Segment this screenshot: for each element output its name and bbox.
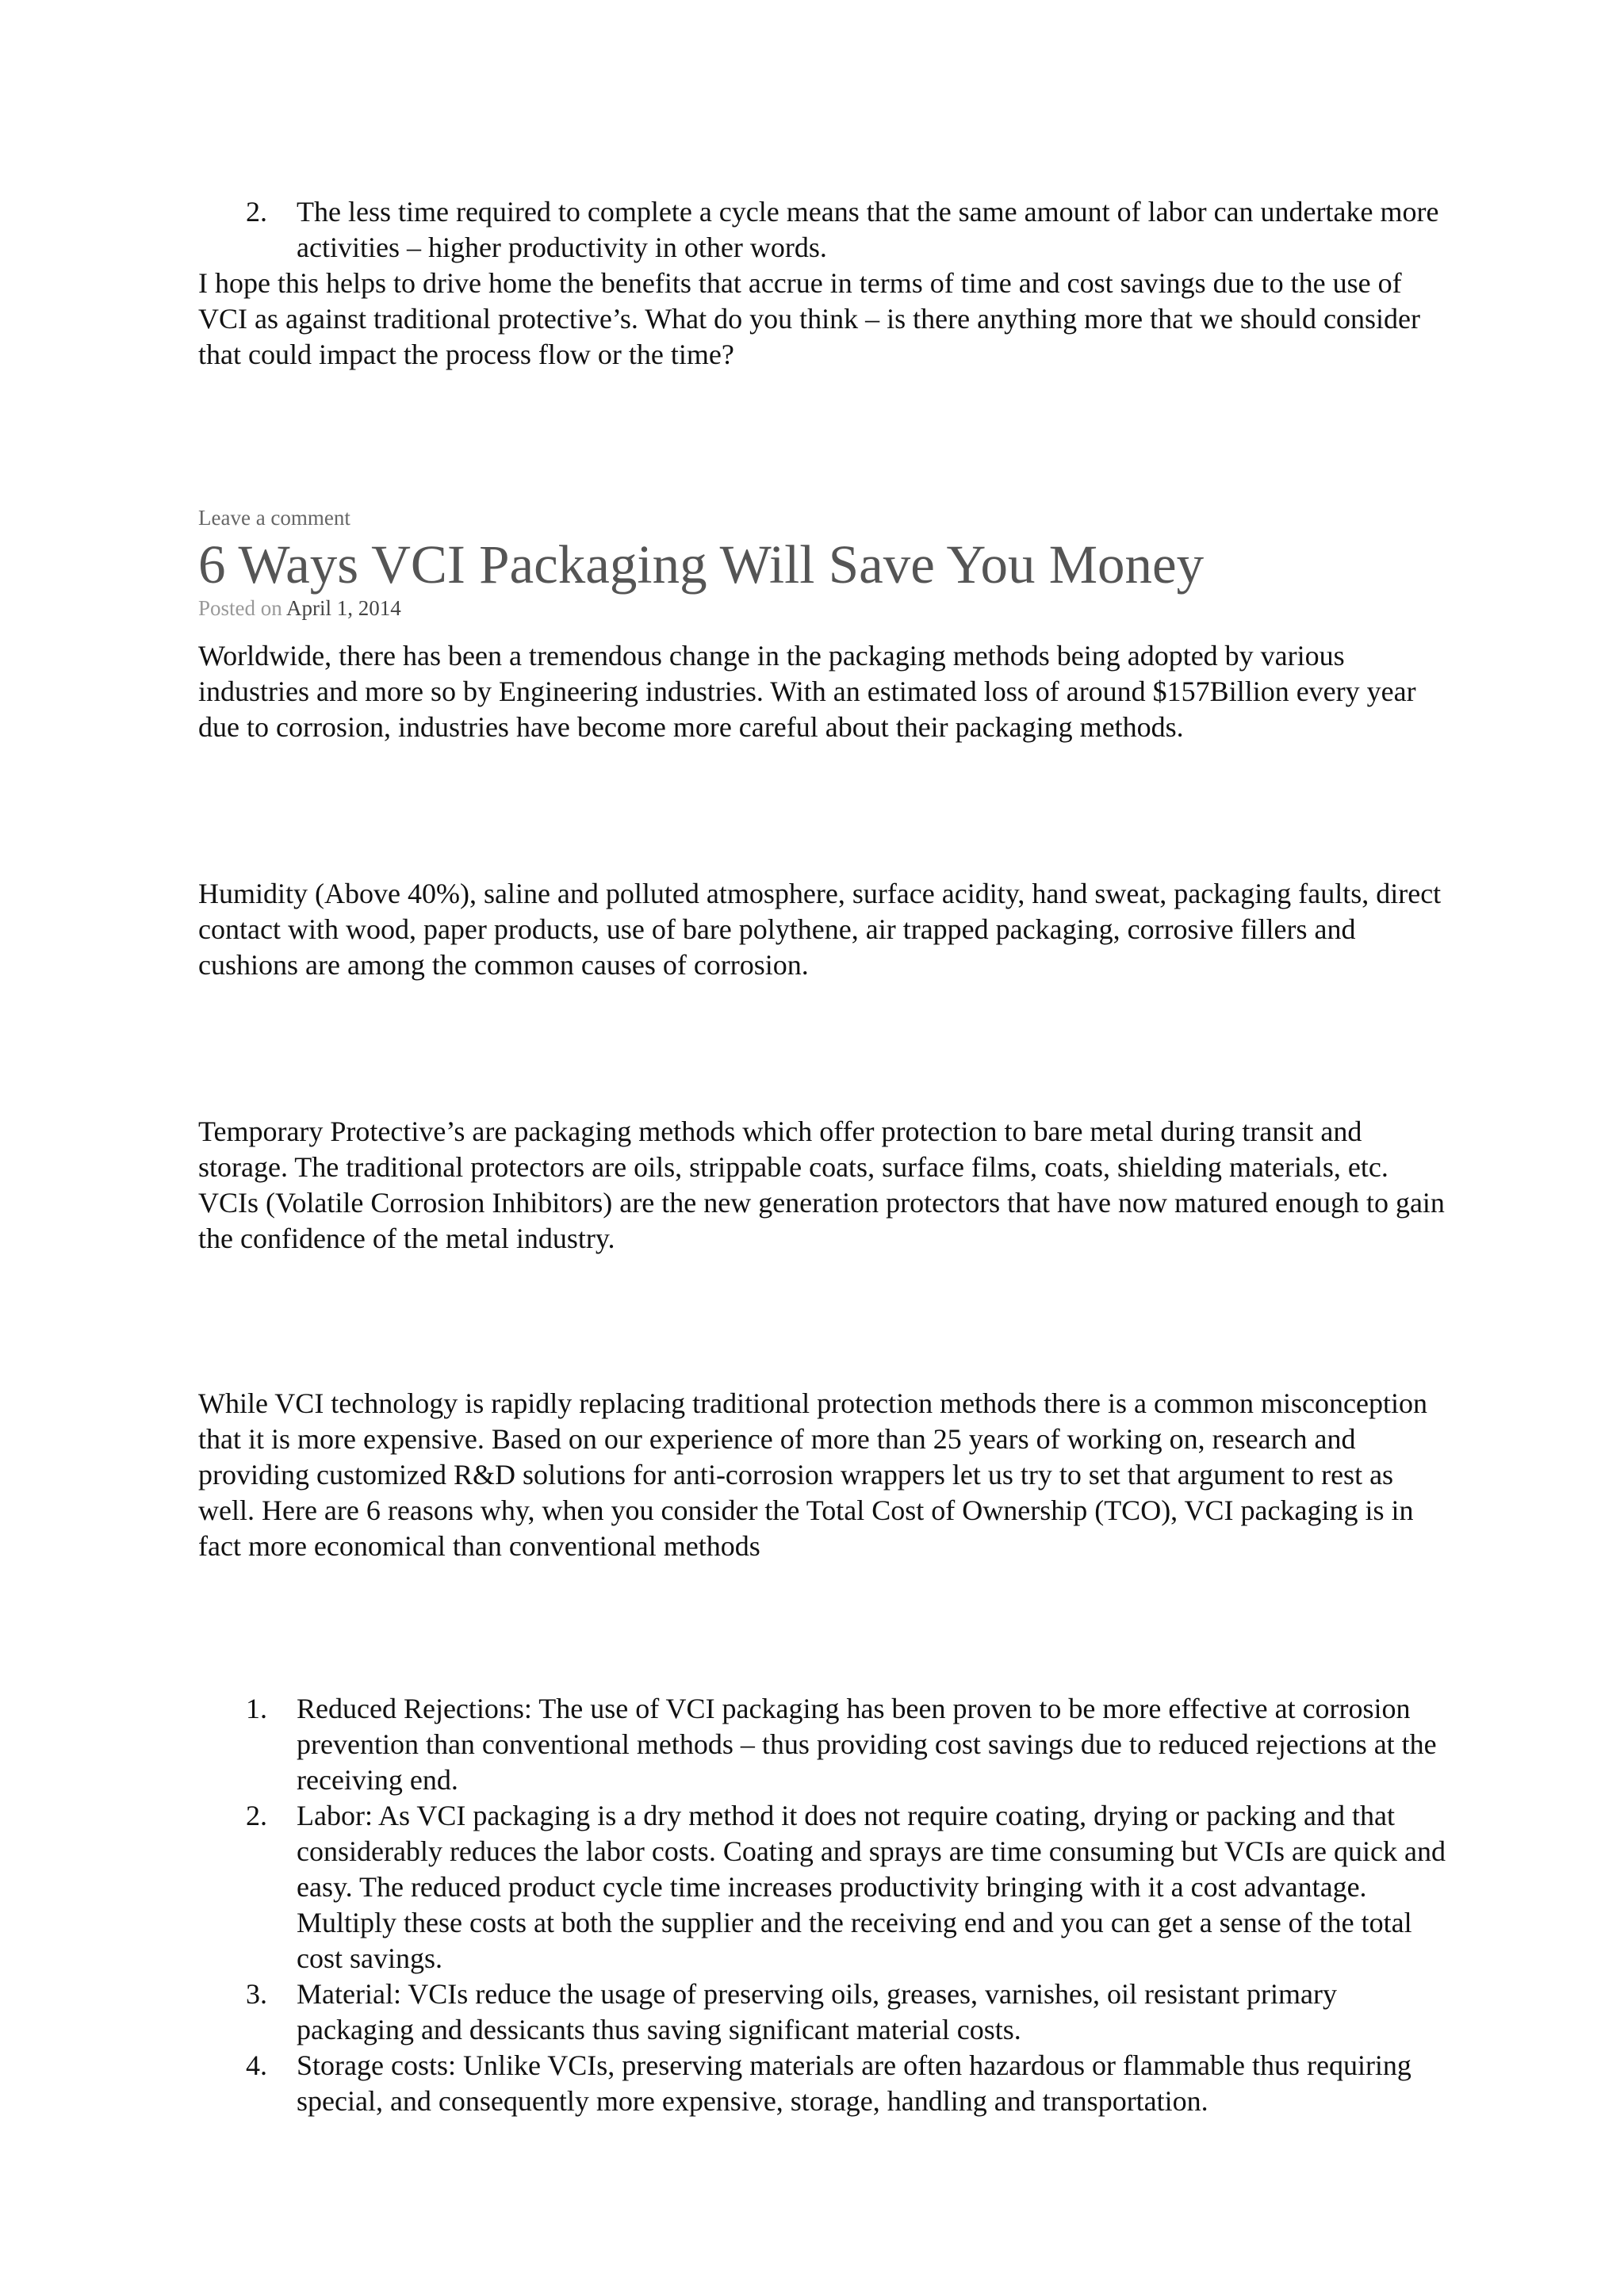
leave-comment-link[interactable]: Leave a comment bbox=[198, 506, 350, 530]
post-meta bbox=[198, 595, 401, 622]
posted-on-label: Posted on bbox=[198, 596, 282, 620]
continued-list bbox=[198, 194, 1451, 266]
reasons-list bbox=[198, 1691, 1451, 2119]
closing-paragraph: I hope this helps to drive home the benefits that accrue in terms of time and cost savings due to the use of VCI as against traditional protective’s. What do you think – is there anything more that we should consider that could impact the process flow or the time? bbox=[198, 267, 1421, 370]
list-item-number: 1. bbox=[246, 1693, 267, 1724]
list-item bbox=[198, 1691, 1451, 1798]
list-item bbox=[198, 194, 1451, 266]
list-item bbox=[198, 1798, 1451, 1976]
list-item bbox=[198, 1976, 1451, 2048]
post-date-link[interactable]: April 1, 2014 bbox=[286, 596, 401, 620]
paragraph: Worldwide, there has been a tremendous change in the packaging methods being adopted by various industries and more so by Engineering industries. With an estimated loss of around $157Billion every year due to corrosion, industries have become more careful about their packaging methods. bbox=[198, 640, 1416, 743]
list-item-number: 4. bbox=[246, 2049, 267, 2081]
paragraph: While VCI technology is rapidly replacing traditional protection methods there is a common misconception that it is more expensive. Based on our experience of more than 25 years of working on, research and providing customized R&D solutions for anti-corrosion wrappers let us try to set that argument to rest as well. Here are 6 reasons why, when you consider the Total Cost of Ownership (TCO), VCI packaging is in fact more economical than conventional methods bbox=[198, 1387, 1427, 1562]
paragraph: Humidity (Above 40%), saline and polluted atmosphere, surface acidity, hand sweat, packaging faults, direct contact with wood, paper products, use of bare polythene, air trapped packaging, corrosive fillers and cushions are among the common causes of corrosion. bbox=[198, 878, 1442, 981]
list-item-text: Reduced Rejections: The use of VCI packaging has been proven to be more effective at corrosion prevention than conventional methods – thus providing cost savings due to reduced rejections at the receiving end. bbox=[297, 1693, 1437, 1796]
post-title[interactable]: 6 Ways VCI Packaging Will Save You Money bbox=[198, 534, 1205, 595]
list-item bbox=[198, 2048, 1451, 2119]
list-item-text: The less time required to complete a cycle means that the same amount of labor can undertake more activities – higher productivity in other words. bbox=[297, 196, 1439, 263]
paragraph: Temporary Protective’s are packaging methods which offer protection to bare metal during transit and storage. The traditional protectors are oils, strippable coats, surface films, coats, shielding materials, etc. VCIs (Volatile Corrosion Inhibitors) are the new generation protectors that have now matured enough to gain the confidence of the metal industry. bbox=[198, 1115, 1445, 1254]
list-item-number: 2. bbox=[246, 1800, 267, 1831]
list-item-text: Material: VCIs reduce the usage of preserving oils, greases, varnishes, oil resistant primary packaging and dessicants thus saving significant material costs. bbox=[297, 1978, 1337, 2045]
list-item-text: Labor: As VCI packaging is a dry method it does not require coating, drying or packing and that considerably reduces the labor costs. Coating and sprays are time consuming but VCIs are quick and easy. The reduced product cycle time increases productivity bringing with it a cost advantage. Multiply these costs at both the supplier and the receiving end and you can get a sense of the total cost savings. bbox=[297, 1800, 1446, 1974]
list-item-number: 2. bbox=[246, 196, 267, 228]
list-item-number: 3. bbox=[246, 1978, 267, 2010]
list-item-text: Storage costs: Unlike VCIs, preserving materials are often hazardous or flammable thus requiring special, and consequently more expensive, storage, handling and transportation. bbox=[297, 2049, 1411, 2117]
